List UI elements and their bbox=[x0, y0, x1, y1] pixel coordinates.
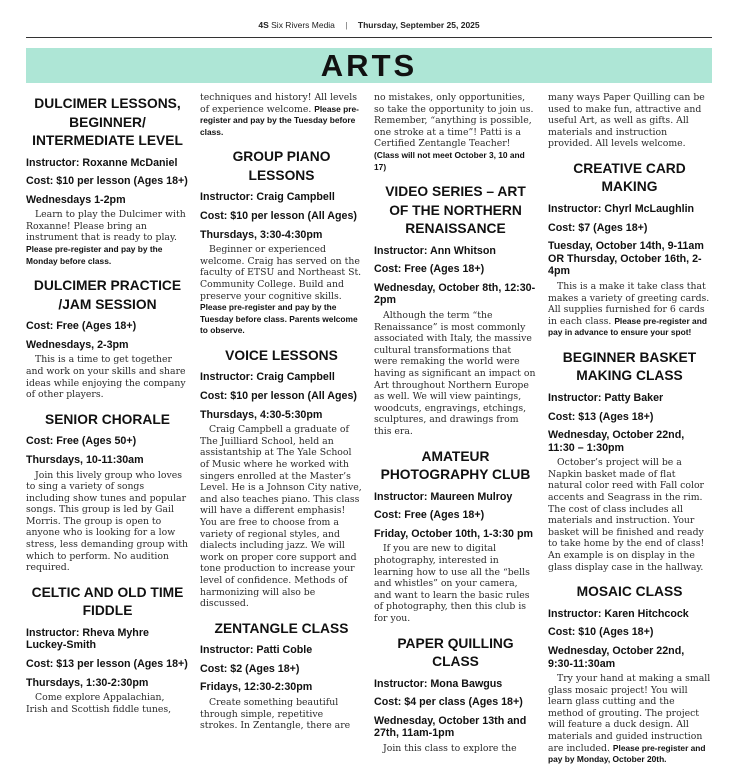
mosaic-instructor: Instructor: Karen Hitchcock bbox=[548, 607, 689, 620]
group-piano-note: Please pre-register and pay by the Tuesday before class. Parents welcome to observe. bbox=[200, 302, 358, 336]
paper-quilling-title: PAPER QUILLING CLASS bbox=[397, 635, 514, 669]
voice-lessons-body: Craig Campbell a graduate of The Juilliard School, held an assistantship at The Yale School of Music where he worked with singers enrolled at the Master’s Level. He is a Johnson City native, and also teaches piano. This class will have a different emphasis! You are free to choose from a variety of regional styles, and dialects including jazz. We will work on proper core support and tone production to increase your level of confidence. Methods of harmonizing will also be discussed. bbox=[200, 424, 362, 610]
voice-lessons-instructor: Instructor: Craig Campbell bbox=[200, 371, 335, 384]
video-series-schedule: Wednesday, October 8th, 12:30-2pm bbox=[374, 281, 536, 307]
celtic-fiddle-body: Come explore Appalachian, Irish and Scottish fiddle tunes, bbox=[26, 692, 172, 715]
group-piano-instructor: Instructor: Craig Campbell bbox=[200, 191, 335, 204]
senior-chorale-body: Join this lively group who loves to sing a variety of songs including show tunes and popular songs. This group is led by Gail Morris. The group is open to anyone who is looking for a low stress, less demanding group with which to perform. No audition required. bbox=[26, 469, 189, 574]
publication-name: Six Rivers Media bbox=[271, 20, 335, 30]
zentangle-title: ZENTANGLE CLASS bbox=[214, 620, 349, 636]
dulcimer-lessons-body bbox=[26, 209, 189, 267]
basket-making-cost: Cost: $13 (Ages 18+) bbox=[548, 410, 654, 423]
voice-lessons-schedule: Thursdays, 4:30-5:30pm bbox=[200, 408, 323, 421]
dulcimer-lessons-title: DULCIMER LESSONS, BEGINNER/ INTERMEDIATE LEVEL bbox=[32, 96, 183, 148]
group-piano-cost: Cost: $10 per lesson (All Ages) bbox=[200, 209, 357, 222]
photography-body: If you are new to digital photography, interested in learning how to use all the “bells and whistles” on your camera, and want to learn the basic rules of photography, then this club is for you. bbox=[374, 543, 530, 624]
dulcimer-lessons-note: Please pre-register and pay by the Monday before class. bbox=[26, 244, 163, 266]
zentangle-instructor: Instructor: Patti Coble bbox=[200, 644, 313, 657]
dulcimer-practice-schedule: Wednesdays, 2-3pm bbox=[26, 338, 129, 351]
card-making-schedule: Tuesday, October 14th, 9-11am OR Thursday, October 16th, 2-4pm bbox=[548, 240, 704, 278]
paper-quilling-body: Join this class to explore the bbox=[383, 742, 517, 754]
voice-lessons-cost: Cost: $10 per lesson (All Ages) bbox=[200, 390, 357, 402]
senior-chorale-cost: Cost: Free (Ages 50+) bbox=[26, 435, 137, 448]
header-rule bbox=[26, 37, 712, 38]
column-2 bbox=[200, 92, 363, 732]
header-divider: | bbox=[345, 20, 348, 30]
paper-quilling-cost: Cost: $4 per class (Ages 18+) bbox=[374, 696, 523, 709]
senior-chorale-title: SENIOR CHORALE bbox=[45, 411, 170, 427]
mosaic-schedule: Wednesday, October 22nd, 9:30-11:30am bbox=[548, 644, 685, 670]
zentangle-schedule: Fridays, 12:30-2:30pm bbox=[200, 681, 313, 694]
issue-date: Thursday, September 25, 2025 bbox=[357, 20, 480, 30]
dulcimer-lessons-schedule: Wednesdays 1-2pm bbox=[26, 193, 126, 206]
video-series-body: Although the term “the Renaissance” is most commonly associated with Italy, the massive cultural transformations that were remaking the world were having as significant an impact on Art throughout Northern Europe as well. We will view paintings, woodcuts, engravings, etchings, sculptures, and drawings from this era. bbox=[374, 310, 536, 437]
card-making-body bbox=[548, 281, 711, 339]
photography-cost: Cost: Free (Ages 18+) bbox=[374, 509, 485, 522]
senior-chorale-schedule: Thursdays, 10-11:30am bbox=[26, 453, 144, 466]
mosaic-text: Try your hand at making a small glass mosaic project! You will learn glass cutting and the method of grouting. The project will feature a duck design. All materials and guided instruction are included. bbox=[548, 673, 711, 754]
card-making-text: This is a make it take class that makes a variety of greeting cards. All supplies furnished for 6 cards in each class. bbox=[548, 280, 710, 327]
basket-making-instructor: Instructor: Patty Baker bbox=[548, 391, 664, 404]
dulcimer-practice-body: This is a time to get together and work on your skills and share ideas while enjoying the company of other players. bbox=[26, 354, 186, 401]
mosaic-cost: Cost: $10 (Ages 18+) bbox=[548, 626, 654, 639]
page-number: 4S bbox=[258, 20, 269, 30]
card-making-cost: Cost: $7 (Ages 18+) bbox=[548, 221, 648, 234]
dulcimer-practice-title: DULCIMER PRACTICE /JAM SESSION bbox=[33, 278, 182, 312]
celtic-fiddle-text-continued: techniques and history! All levels of experience welcome. bbox=[200, 92, 358, 115]
card-making-instructor: Instructor: Chyrl McLaughlin bbox=[548, 202, 695, 215]
dulcimer-lessons-cost: Cost: $10 per lesson (Ages 18+) bbox=[26, 175, 188, 188]
zentangle-cost: Cost: $2 (Ages 18+) bbox=[200, 662, 300, 675]
voice-lessons-title: VOICE LESSONS bbox=[225, 347, 338, 363]
column-3 bbox=[374, 92, 537, 754]
group-piano-text: Beginner or experienced welcome. Craig has served on the faculty of ETSU and Northeast St. Community College. Build and preserve your cognitive skills. bbox=[200, 244, 362, 302]
celtic-fiddle-instructor: Instructor: Rheva Myhre Luckey-Smith bbox=[26, 626, 149, 652]
group-piano-schedule: Thursdays, 3:30-4:30pm bbox=[200, 228, 323, 241]
zentangle-body: Create something beautiful through simple, repetitive strokes. In Zentangle, there are bbox=[200, 696, 351, 732]
mosaic-title: MOSAIC CLASS bbox=[576, 584, 683, 600]
paper-quilling-body-continued: many ways Paper Quilling can be used to make fun, attractive and useful Art, as well as gifts. All materials and instruction provided. All levels welcome. bbox=[548, 92, 705, 150]
paper-quilling-instructor: Instructor: Mona Bawgus bbox=[374, 677, 503, 690]
section-title: ARTS bbox=[320, 48, 418, 83]
card-making-title: CREATIVE CARD MAKING bbox=[573, 160, 686, 195]
photography-instructor: Instructor: Maureen Mulroy bbox=[374, 490, 513, 503]
celtic-fiddle-schedule: Thursdays, 1:30-2:30pm bbox=[26, 676, 149, 689]
mosaic-note: Please pre-register and pay by Monday, October 20th. bbox=[548, 742, 706, 765]
video-series-instructor: Instructor: Ann Whitson bbox=[374, 244, 496, 257]
dulcimer-lessons-text: Learn to play the Dulcimer with Roxanne! Please bring an instrument that is ready to play. bbox=[26, 209, 186, 244]
mosaic-body bbox=[548, 673, 711, 766]
celtic-fiddle-title: CELTIC AND OLD TIME FIDDLE bbox=[31, 584, 184, 619]
basket-making-title: BEGINNER BASKET MAKING CLASS bbox=[562, 349, 697, 384]
video-series-title: VIDEO SERIES – ART OF THE NORTHERN RENAISSANCE bbox=[385, 184, 526, 237]
section-banner bbox=[26, 48, 712, 83]
photography-schedule: Friday, October 10th, 1-3:30 pm bbox=[374, 527, 533, 540]
dulcimer-practice-cost: Cost: Free (Ages 18+) bbox=[26, 320, 137, 333]
dulcimer-lessons-instructor: Instructor: Roxanne McDaniel bbox=[26, 156, 178, 169]
video-series-cost: Cost: Free (Ages 18+) bbox=[374, 263, 485, 276]
group-piano-title: GROUP PIANO LESSONS bbox=[232, 149, 331, 183]
celtic-fiddle-body-continued bbox=[200, 92, 363, 138]
photography-title: AMATEUR PHOTOGRAPHY CLUB bbox=[380, 448, 531, 483]
card-making-note: Please pre-register and pay in advance to ensure your spot! bbox=[548, 315, 707, 338]
celtic-fiddle-cost: Cost: $13 per lesson (Ages 18+) bbox=[26, 658, 188, 671]
basket-making-body: October’s project will be a Napkin basket made of flat natural color reed with Fall color accents and Seagrass in the rim. The cost of class includes all materials and instruction. Your basket will be finished and ready to take home by the end of class! An example is on display in the glass display case in the hallway. bbox=[548, 457, 705, 573]
group-piano-body bbox=[200, 244, 363, 337]
column-4 bbox=[548, 92, 711, 766]
zentangle-body-continued bbox=[374, 92, 537, 173]
zentangle-text-continued: no mistakes, only opportunities, so take the opportunity to join us. Remember, “anything is possible, one stroke at a time”! Patti is a Certified Zentangle Teacher! bbox=[374, 92, 534, 150]
column-1 bbox=[26, 92, 189, 715]
paper-quilling-schedule: Wednesday, October 13th and 27th, 11am-1pm bbox=[374, 714, 527, 740]
celtic-fiddle-note: Please pre-register and pay by the Tuesday before class. bbox=[200, 103, 359, 137]
zentangle-note: (Class will not meet October 3, 10 and 17) bbox=[374, 149, 525, 172]
basket-making-schedule: Wednesday, October 22nd, 11:30 – 1:30pm bbox=[548, 429, 685, 454]
page-header bbox=[0, 20, 738, 30]
